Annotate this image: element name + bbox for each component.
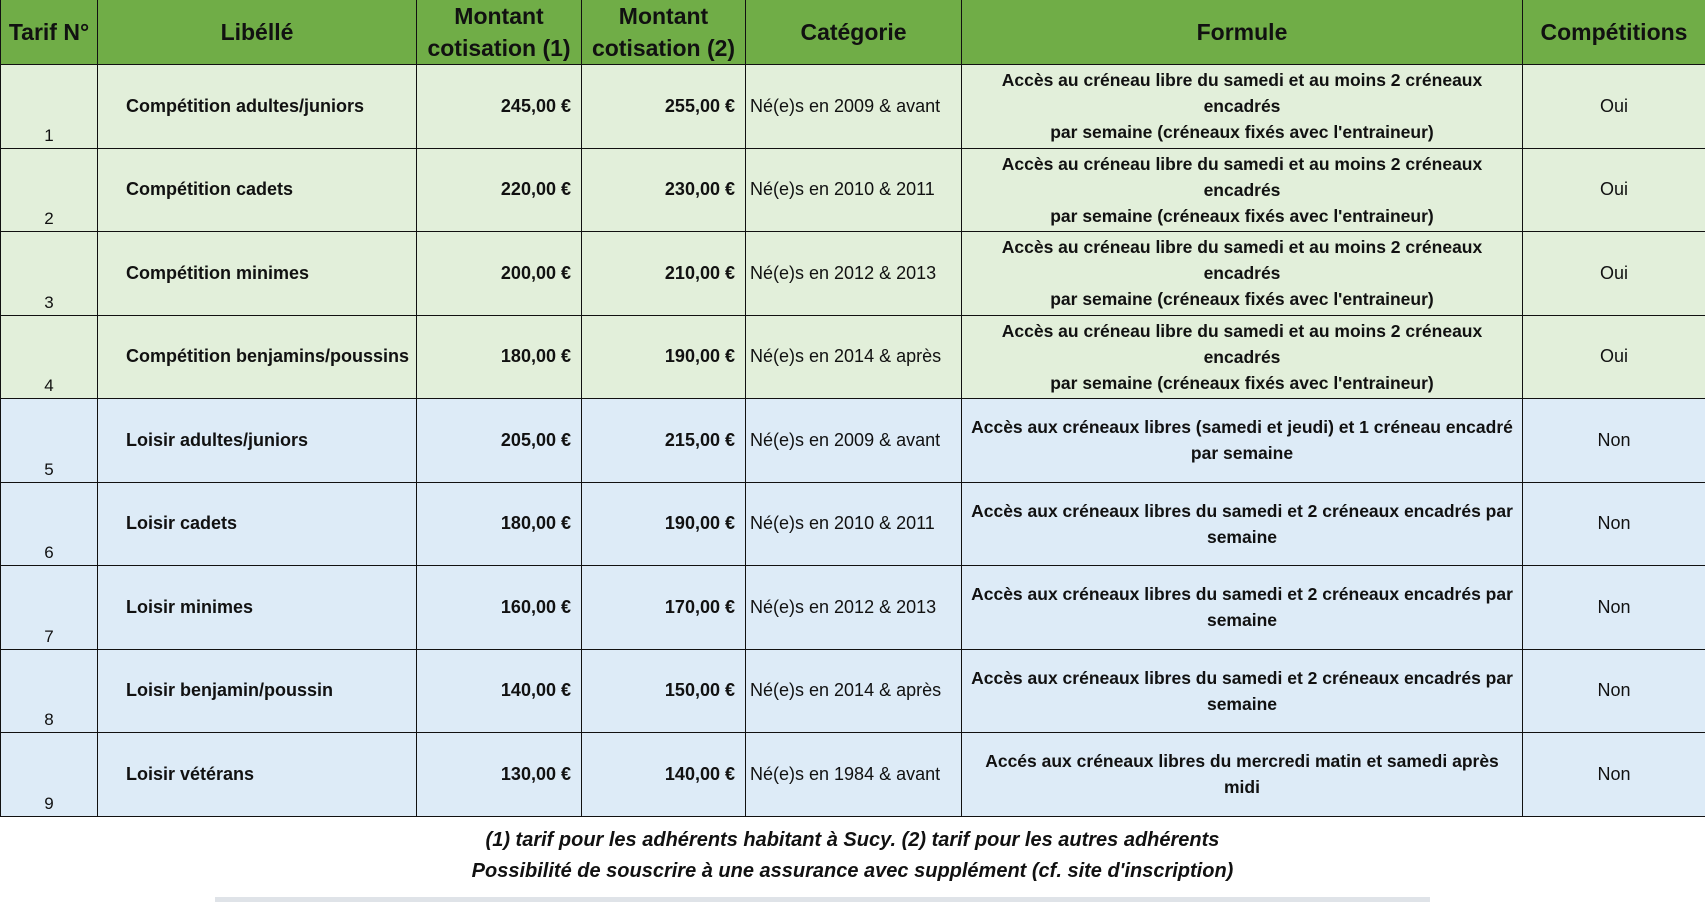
formule-cell (962, 315, 1523, 399)
montant2-cell: 190,00 € (582, 315, 746, 399)
montant2-cell: 230,00 € (582, 148, 746, 232)
competitions-cell: Non (1523, 649, 1705, 733)
categorie-cell: Né(e)s en 2014 & après (746, 315, 962, 399)
montant2-cell: 210,00 € (582, 232, 746, 316)
table-row (1, 315, 1705, 399)
formule-line2: par semaine (1190, 443, 1294, 464)
libelle-cell: Loisir vétérans (98, 733, 417, 817)
categorie-cell: Né(e)s en 1984 & avant (746, 733, 962, 817)
libelle-cell: Compétition benjamins/poussins (98, 315, 417, 399)
formule-line1: Accès aux créneaux libres (samedi et jeudi) et 1 créneau encadré (971, 417, 1513, 438)
formule-line2: par semaine (créneaux fixés avec l'entraineur) (1050, 205, 1434, 226)
formule-cell (962, 148, 1523, 232)
formule-line1: Accès au créneau libre du samedi et au moins 2 créneaux encadrés (1001, 320, 1483, 367)
tarif-number: 4 (1, 315, 98, 399)
competitions-cell: Non (1523, 733, 1705, 817)
libelle-cell: Compétition adultes/juniors (98, 65, 417, 149)
table-row (1, 733, 1705, 817)
libelle-cell: Compétition minimes (98, 232, 417, 316)
tarif-number: 8 (1, 649, 98, 733)
libelle-cell: Loisir cadets (98, 482, 417, 566)
col-header-libelle: Libéllé (98, 0, 417, 65)
tarif-number: 9 (1, 733, 98, 817)
montant2-cell: 170,00 € (582, 566, 746, 650)
montant2-cell: 255,00 € (582, 65, 746, 149)
categorie-cell: Né(e)s en 2010 & 2011 (746, 148, 962, 232)
table-row (1, 399, 1705, 483)
table-row (1, 649, 1705, 733)
formule-line1: Accès aux créneaux libres du samedi et 2 créneaux encadrés par (971, 667, 1513, 688)
formule-cell (962, 232, 1523, 316)
table-row (1, 148, 1705, 232)
formule-cell (962, 399, 1523, 483)
footnotes (0, 825, 1705, 887)
libelle-cell: Compétition cadets (98, 148, 417, 232)
formule-cell (962, 649, 1523, 733)
formule-cell (962, 733, 1523, 817)
col-header-montant2-line1: Montant (618, 2, 709, 29)
formule-cell (962, 65, 1523, 149)
competitions-cell: Non (1523, 399, 1705, 483)
formule-cell (962, 566, 1523, 650)
tarif-number: 5 (1, 399, 98, 483)
categorie-cell: Né(e)s en 2014 & après (746, 649, 962, 733)
table-row (1, 65, 1705, 149)
categorie-cell: Né(e)s en 2009 & avant (746, 65, 962, 149)
col-header-montant1-line2: cotisation (1) (427, 34, 571, 61)
competitions-cell: Oui (1523, 232, 1705, 316)
formule-line2: semaine (1206, 693, 1278, 714)
libelle-cell: Loisir benjamin/poussin (98, 649, 417, 733)
categorie-cell: Né(e)s en 2012 & 2013 (746, 232, 962, 316)
libelle-cell: Loisir minimes (98, 566, 417, 650)
montant1-cell: 220,00 € (417, 148, 582, 232)
formule-line1: Accès au créneau libre du samedi et au moins 2 créneaux encadrés (1001, 237, 1483, 284)
tarif-number: 2 (1, 148, 98, 232)
libelle-cell: Loisir adultes/juniors (98, 399, 417, 483)
table-body (1, 65, 1705, 817)
categorie-cell: Né(e)s en 2009 & avant (746, 399, 962, 483)
col-header-categorie: Catégorie (746, 0, 962, 65)
formule-line2: semaine (1206, 610, 1278, 631)
col-header-montant1-line1: Montant (454, 2, 544, 29)
table-row (1, 482, 1705, 566)
col-header-montant2 (582, 0, 746, 65)
formule-line2: par semaine (créneaux fixés avec l'entraineur) (1050, 289, 1434, 310)
montant1-cell: 180,00 € (417, 482, 582, 566)
montant2-cell: 215,00 € (582, 399, 746, 483)
montant1-cell: 205,00 € (417, 399, 582, 483)
montant1-cell: 245,00 € (417, 65, 582, 149)
tarif-number: 6 (1, 482, 98, 566)
formule-line1: Accés aux créneaux libres du mercredi matin et samedi après midi (985, 751, 1499, 798)
formule-line2: par semaine (créneaux fixés avec l'entraineur) (1050, 372, 1434, 393)
col-header-montant1 (417, 0, 582, 65)
footnote-tarifs: (1) tarif pour les adhérents habitant à Sucy. (2) tarif pour les autres adhérents (485, 829, 1220, 851)
col-header-formule: Formule (962, 0, 1523, 65)
montant1-cell: 180,00 € (417, 315, 582, 399)
formule-line2: semaine (1206, 526, 1278, 547)
footnote-assurance: Possibilité de souscrire à une assurance avec supplément (cf. site d'inscription) (471, 860, 1234, 882)
competitions-cell: Oui (1523, 65, 1705, 149)
formule-line1: Accès au créneau libre du samedi et au moins 2 créneaux encadrés (1001, 153, 1483, 200)
table-row (1, 566, 1705, 650)
formule-line1: Accès au créneau libre du samedi et au moins 2 créneaux encadrés (1001, 70, 1483, 117)
formule-line2: par semaine (créneaux fixés avec l'entraineur) (1050, 122, 1434, 143)
montant1-cell: 160,00 € (417, 566, 582, 650)
col-header-montant2-line2: cotisation (2) (591, 34, 736, 61)
competitions-cell: Oui (1523, 148, 1705, 232)
competitions-cell: Oui (1523, 315, 1705, 399)
montant1-cell: 140,00 € (417, 649, 582, 733)
formule-line1: Accès aux créneaux libres du samedi et 2 créneaux encadrés par (971, 584, 1513, 605)
montant1-cell: 130,00 € (417, 733, 582, 817)
formule-line1: Accès aux créneaux libres du samedi et 2 créneaux encadrés par (971, 500, 1513, 521)
montant1-cell: 200,00 € (417, 232, 582, 316)
tarif-number: 1 (1, 65, 98, 149)
competitions-cell: Non (1523, 482, 1705, 566)
header-row (1, 0, 1705, 65)
montant2-cell: 190,00 € (582, 482, 746, 566)
tarif-number: 7 (1, 566, 98, 650)
col-header-tarif: Tarif N° (1, 0, 98, 65)
categorie-cell: Né(e)s en 2010 & 2011 (746, 482, 962, 566)
competitions-cell: Non (1523, 566, 1705, 650)
montant2-cell: 140,00 € (582, 733, 746, 817)
categorie-cell: Né(e)s en 2012 & 2013 (746, 566, 962, 650)
formule-cell (962, 482, 1523, 566)
col-header-competitions: Compétitions (1523, 0, 1705, 65)
tarif-number: 3 (1, 232, 98, 316)
table-row (1, 232, 1705, 316)
montant2-cell: 150,00 € (582, 649, 746, 733)
bottom-scroll-bar (215, 897, 1430, 902)
